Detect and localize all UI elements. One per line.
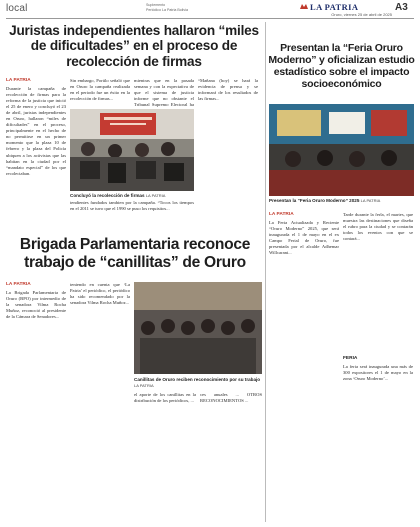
article2-caption [269,198,414,204]
article3-photo-credit: LA PATRIA [134,382,154,388]
article1-byline: LA PATRIA [6,78,31,83]
header-rule [6,18,414,19]
article1-caption-text: Concluyó la recolección de firmas [70,193,145,198]
article2-photo [269,104,414,196]
article3-byline: LA PATRIA [6,282,31,287]
masthead-brand: LA PATRIA [310,2,359,12]
article3-caption [134,377,262,388]
masthead-logo [300,2,358,12]
article1-headline: Juristas independientes hallaron “miles de dificultades” en el proceso de recolección de firmas [9,23,259,69]
column-divider [265,22,266,522]
article3-col2: teniendo en cuenta que ‘La Patria’ el periódico, el periódico ha sido recomendado por la senadora Vilma Rocha Muñoz... [70,282,130,306]
article1-col2: Sin embargo, Portilo señaló que en Oruro la campaña realizada en el periodo fue un éxito en la recolección de firmas... [70,78,130,102]
article2-photo-credit: LA PATRIA [360,198,381,203]
section-label: local [6,3,28,14]
article1-col1: Durante la campaña de recolección de firmas para la reforma de la justicia que inició el 25 de enero y concluyó el 23 de abril, juristas independientes en Oruro, hallaron “miles de dificultades” en el proceso, principalmente en el hecho de no permitirse en un primer momento que la plaza 10 de febrero y la plaza del Policía ubiquen a los activistas que las habitan en la ciudad por el “mandato especial” de los que recolectaban. [6,86,66,176]
article2-col2: Tarde durante la ferla, el martes, que muestra las destinaciones que diseña el rubro para la ciudad y se contarán todos los eventos con que se contará... [343,212,413,242]
edition-date: Oruro, viernes 25 de abril de 2025 [331,12,392,17]
article3-col1: La Brigada Parlamentaria de Oruro (BPO) por intermedio de la senadora Vilma Rocha Muñoz, reconoció al presidente de la Cámara de Senadores... [6,290,66,320]
article3-caption-text: Canillitas de Oruro reciben reconocimiento por su trabajo [134,377,261,382]
article3-col4: ces anuales ... OTROS RECONOCIMIENTOS ... [200,392,262,404]
article2-col1: La Feria Actualizada y Reciente “Oruro Moderno” 2025, que será inaugurada el 1 de mayo en el ex Campo Ferial de Oruro, fue presentada por el alcalde Adhemar Willcarani... [269,220,339,256]
article2-byline: LA PATRIA [269,212,294,217]
article1-bottom1: tendientes fundados tambien por la campaña. “Tocos los tiempos en el 2011 se tuvo que el 1990 se puso los requisitos... [70,200,194,212]
article3-photo [134,282,262,374]
article1-photo [70,109,194,191]
article1-caption [70,193,194,199]
header-center-sub: Periódico La Patria Bolivia [146,7,188,12]
article1-photo-credit: LA PATRIA [145,193,166,198]
article1-col3: mientras que en la pasada semana y con la expectativa de que el sistema de justicia informe que no obstante el Tribunal Supremo Electoral ha [134,78,194,108]
article3-headline: Brigada Parlamentaria reconoce trabajo de “canillitas” de Oruro [19,236,251,271]
page-number: A3 [395,2,408,13]
header-center-top: Suplemento [146,3,166,7]
logo-icon [300,1,308,6]
header-center [146,3,266,12]
article2-caption-text: Presentan la “Feria Oruro Moderno” 2025 [269,198,360,203]
article2-headline: Presentan la “Feria Oruro Moderno” y oficializan estudio estadístico sobre el impacto socioeconómico [268,42,415,90]
feria-text: La feria será inaugurada una más de 300 expositores el 1 de mayo en la zona ‘Oruro Moderno’... [343,364,413,382]
article1-col4: “Mañana (hoy) se hará la evidencia de prensa y se informará de los resultados de las firmas... [198,78,258,102]
article3-col3: el aporte de los canillitas en la distribución de los periódicos, ... [134,392,196,404]
feria-heading: FERIA [343,356,358,361]
